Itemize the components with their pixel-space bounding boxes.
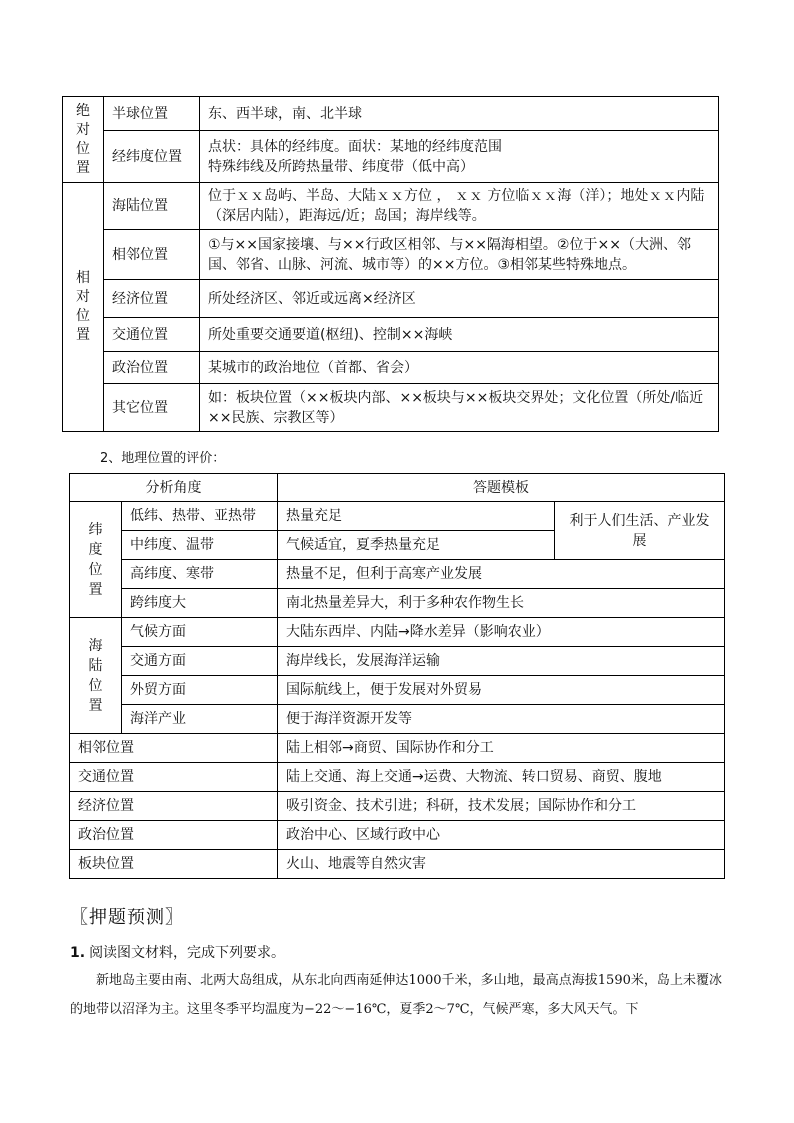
content-line: 位于ｘｘ岛屿、半岛、大陆ｘｘ方位 ， ｘｘ 方位临ｘｘ海（洋）；地处ｘｘ内陆（深居内陆），距海远/近；岛国；海岸线等。	[208, 188, 705, 224]
row-label: 政治位置	[104, 352, 200, 384]
row-content: 陆上交通、海上交通→运费、大物流、转口贸易、商贸、腹地	[278, 763, 725, 792]
row-label: 相邻位置	[104, 230, 200, 280]
row-label: 交通位置	[104, 318, 200, 352]
table-row	[63, 131, 719, 183]
table-row	[70, 647, 725, 676]
row-label: 经济位置	[70, 792, 278, 821]
table-row	[70, 560, 725, 589]
question-line	[70, 942, 285, 962]
row-label: 交通方面	[122, 647, 278, 676]
content-line: 点状：具体的经纬度。面状：某地的经纬度范围	[208, 138, 502, 155]
row-label: 半球位置	[104, 97, 200, 131]
header-template: 答题模板	[278, 474, 725, 502]
category-land-sea	[70, 618, 122, 734]
section-title: 2、地理位置的评价：	[100, 451, 226, 466]
category-land-sea-char: 位	[88, 677, 103, 694]
row-content: 热量不足，但利于高寒产业发展	[278, 560, 725, 589]
table-row	[63, 352, 719, 384]
content-line: 特殊纬线及所跨热量带、纬度带（低中高）	[208, 158, 474, 175]
category-land-sea-char: 陆	[88, 657, 103, 674]
table-row	[63, 230, 719, 280]
row-label: 中纬度、温带	[122, 531, 278, 560]
row-content	[200, 230, 719, 280]
content-line: 所处经济区、邻近或远离×经济区	[208, 290, 416, 307]
category-cell-char: 置	[76, 159, 90, 176]
row-content: 吸引资金、技术引进；科研，技术发展；国际协作和分工	[278, 792, 725, 821]
row-label: 海洋产业	[122, 705, 278, 734]
location-evaluation-table	[69, 473, 725, 879]
question-text: 阅读图文材料，完成下列要求。	[89, 945, 286, 961]
row-content	[200, 318, 719, 352]
merged-note: 利于人们生活、产业发展	[555, 502, 725, 560]
row-label: 外贸方面	[122, 676, 278, 705]
row-label: 板块位置	[70, 850, 278, 879]
row-content	[200, 384, 719, 432]
prediction-heading: 〖押题预测〗	[70, 907, 184, 928]
category-latitude-char: 纬	[88, 521, 103, 538]
row-label: 海陆位置	[104, 183, 200, 230]
row-content	[200, 131, 719, 183]
category-latitude	[70, 502, 122, 618]
table-row	[63, 318, 719, 352]
row-label: 政治位置	[70, 821, 278, 850]
row-label: 经济位置	[104, 280, 200, 318]
row-content: 国际航线上，便于发展对外贸易	[278, 676, 725, 705]
category-latitude-char: 置	[88, 581, 103, 598]
content-line: 某城市的政治地位（首都、省会）	[208, 359, 418, 376]
table-row	[70, 850, 725, 879]
material-paragraph: 新地岛主要由南、北两大岛组成，从东北向西南延伸达1000千米，多山地，最高点海拔1590米，岛上未覆冰的地带以沼泽为主。这里冬季平均温度为−22～−16℃，夏季2～7℃，气候严寒，多大风天气。下	[70, 973, 722, 1017]
row-content: 火山、地震等自然灾害	[278, 850, 725, 879]
row-content: 气候适宜，夏季热量充足	[278, 531, 555, 560]
row-content: 海岸线长，发展海洋运输	[278, 647, 725, 676]
category-cell-char: 对	[76, 121, 90, 138]
category-cell	[63, 183, 104, 432]
category-cell	[63, 97, 104, 183]
row-label: 其它位置	[104, 384, 200, 432]
category-cell-char: 置	[76, 327, 90, 343]
category-latitude-char: 度	[88, 541, 103, 558]
table-row	[63, 280, 719, 318]
content-line: 如：板块位置（××板块内部、××板块与××板块交界处；文化位置（所处/临近××民族、宗教区等）	[208, 389, 704, 426]
table-row	[63, 183, 719, 230]
row-content: 南北热量差异大，利于多种农作物生长	[278, 589, 725, 618]
row-content	[200, 183, 719, 230]
category-land-sea-char: 海	[88, 637, 103, 654]
table-row	[70, 589, 725, 618]
table-row	[70, 618, 725, 647]
table-row	[70, 821, 725, 850]
row-content: 大陆东西岸、内陆→降水差异（影响农业）	[278, 618, 725, 647]
table-row	[70, 763, 725, 792]
row-content: 政治中心、区域行政中心	[278, 821, 725, 850]
category-cell-char: 对	[76, 289, 90, 305]
row-label: 低纬、热带、亚热带	[122, 502, 278, 531]
content-line: ①与××国家接壤、与××行政区相邻、与××隔海相望。②位于××（大洲、邻国、邻省、山脉、河流、城市等）的××方位。③相邻某些特殊地点。	[208, 236, 691, 273]
content-line: 所处重要交通要道(枢纽)、控制××海峡	[208, 326, 453, 343]
category-land-sea-char: 置	[88, 697, 103, 714]
table-row	[70, 705, 725, 734]
location-types-table	[62, 96, 719, 432]
row-content: 热量充足	[278, 502, 555, 531]
content-line: 东、西半球，南、北半球	[208, 105, 362, 122]
row-content	[200, 280, 719, 318]
row-label: 高纬度、寒带	[122, 560, 278, 589]
table-row	[70, 676, 725, 705]
table-row	[70, 792, 725, 821]
row-label: 交通位置	[70, 763, 278, 792]
header-angle: 分析角度	[70, 474, 278, 502]
header-row	[70, 474, 725, 502]
row-label: 跨纬度大	[122, 589, 278, 618]
category-cell-char: 位	[76, 308, 90, 324]
table-row	[70, 734, 725, 763]
row-content	[200, 97, 719, 131]
row-label: 相邻位置	[70, 734, 278, 763]
category-cell-char: 相	[76, 270, 90, 286]
category-cell-char: 位	[76, 140, 90, 157]
row-content: 陆上相邻→商贸、国际协作和分工	[278, 734, 725, 763]
table-row	[70, 502, 725, 531]
table-row	[63, 384, 719, 432]
row-label: 气候方面	[122, 618, 278, 647]
category-cell-char: 绝	[76, 102, 90, 119]
row-content: 便于海洋资源开发等	[278, 705, 725, 734]
question-number: 1.	[70, 945, 86, 961]
table-row	[63, 97, 719, 131]
row-content	[200, 352, 719, 384]
row-label: 经纬度位置	[104, 131, 200, 183]
category-latitude-char: 位	[88, 561, 103, 578]
